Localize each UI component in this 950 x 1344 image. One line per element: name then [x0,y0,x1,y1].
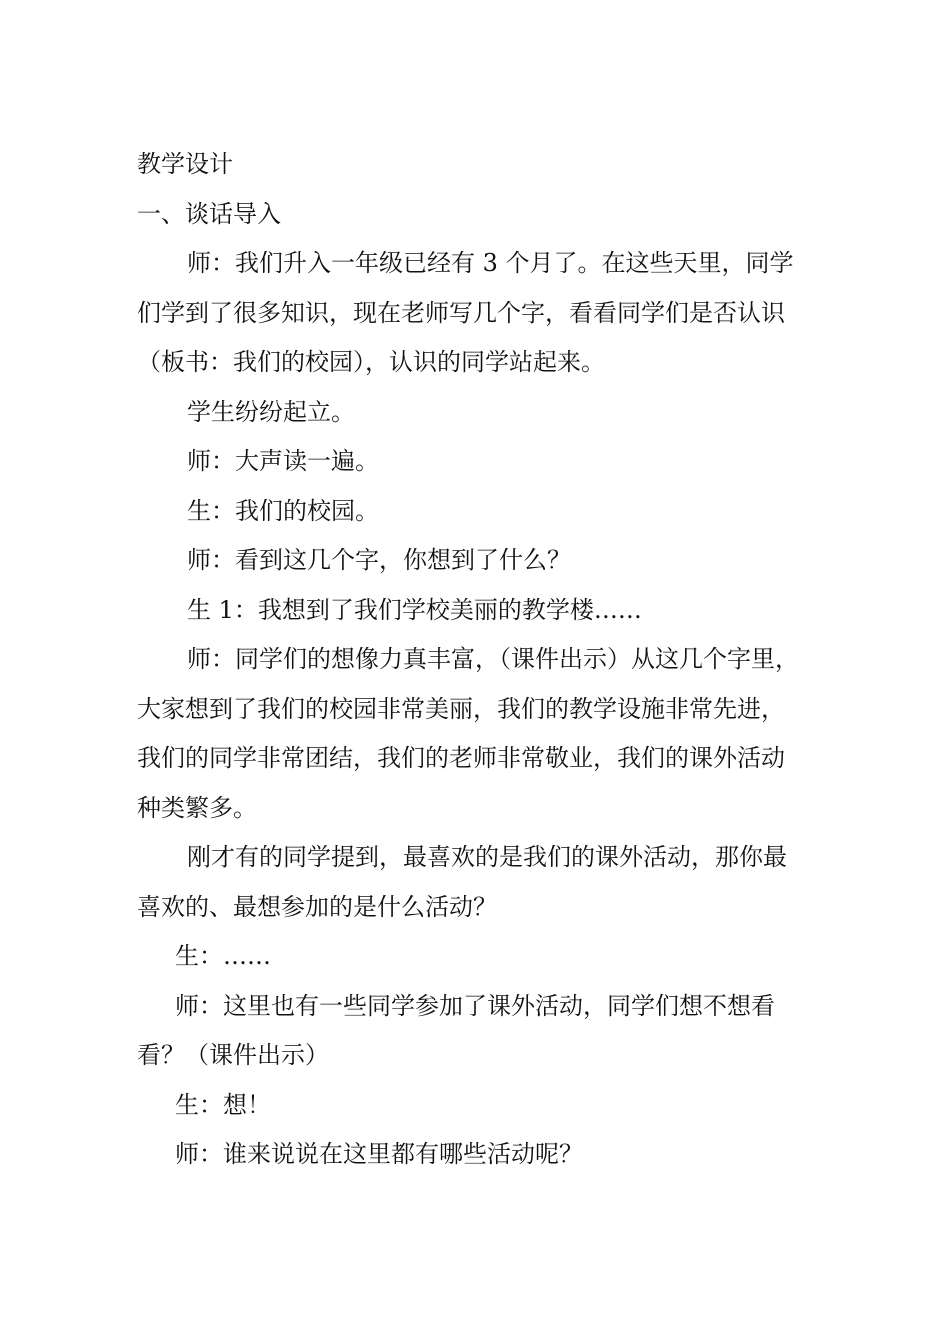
document-title: 教学设计 [137,150,233,178]
paragraph-line: 师：看到这几个字，你想到了什么？ [187,546,571,574]
paragraph-line: 刚才有的同学提到，最喜欢的是我们的课外活动，那你最 [187,843,787,871]
paragraph-line: （板书：我们的校园），认识的同学站起来。 [137,348,605,376]
paragraph-line: 我们的同学非常团结，我们的老师非常敬业，我们的课外活动 [137,744,785,772]
paragraph-line: 们学到了很多知识，现在老师写几个字，看看同学们是否认识 [137,298,785,327]
paragraph-line: 种类繁多。 [137,793,257,822]
paragraph-line: 生 1：我想到了我们学校美丽的教学楼…… [187,595,642,624]
paragraph-line: 生：我们的校园。 [187,496,379,525]
paragraph-line: 师：我们升入一年级已经有 3 个月了。在这些天里，同学 [187,249,794,277]
document-body [137,140,817,1180]
section-heading: 一、谈话导入 [137,199,281,228]
paragraph-line: 生：想！ [175,1090,271,1119]
paragraph-line: 生：…… [175,942,271,970]
paragraph-line: 大家想到了我们的校园非常美丽，我们的教学设施非常先进， [137,694,785,723]
paragraph-line: 学生纷纷起立。 [187,397,355,426]
paragraph-line: 看？（课件出示） [137,1041,329,1069]
paragraph-line: 师：大声读一遍。 [187,447,379,475]
paragraph-line: 师：同学们的想像力真丰富，（课件出示）从这几个字里， [187,645,799,673]
paragraph-line: 师：这里也有一些同学参加了课外活动，同学们想不想看 [175,991,775,1020]
paragraph-line: 师：谁来说说在这里都有哪些活动呢？ [175,1140,583,1168]
paragraph-line: 喜欢的、最想参加的是什么活动？ [137,892,497,921]
